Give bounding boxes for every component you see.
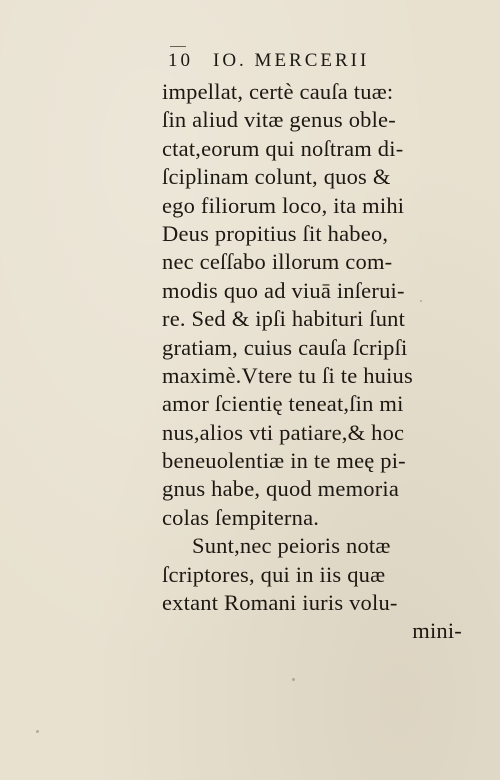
body-text xyxy=(162,78,472,646)
text-line: Deus propitius ſit habeo, xyxy=(162,220,389,246)
text-line: colas ſempiterna. xyxy=(162,504,320,530)
running-head xyxy=(168,50,468,76)
text-line: amor ſcientię teneat,ſin mi xyxy=(162,391,404,417)
paragraph-start-line: Sunt,nec peioris notæ xyxy=(192,533,391,559)
text-line: maximè.Vtere tu ſi te huius xyxy=(162,362,413,388)
text-line: nec ceſſabo illorum com- xyxy=(162,249,393,275)
text-line: beneuolentiæ in te meę pi- xyxy=(162,448,406,474)
text-line: gnus habe, quod memoria xyxy=(162,476,400,502)
header-rule xyxy=(170,46,186,47)
catchword: mini- xyxy=(412,618,462,644)
text-line: ſciplinam colunt, quos & xyxy=(162,164,391,190)
text-line: extant Romani iuris volu- xyxy=(162,590,398,616)
text-line: re. Sed & ipſi habituri ſunt xyxy=(162,306,406,332)
text-line: ctat,eorum qui noſtram di- xyxy=(162,135,404,161)
running-head-title: IO. MERCERII xyxy=(213,50,370,71)
paper-speck xyxy=(292,678,295,681)
text-line: ſcriptores, qui in iis quæ xyxy=(162,561,386,587)
text-line: gratiam, cuius cauſa ſcripſi xyxy=(162,334,408,360)
page-number: 10 xyxy=(168,50,193,71)
paper-speck xyxy=(36,730,39,733)
text-line: ego filiorum loco, ita mihi xyxy=(162,192,405,218)
text-line: impellat, certè cauſa tuæ: xyxy=(162,79,394,104)
text-line: nus,alios vti patiare,& hoc xyxy=(162,419,405,445)
paper-speck xyxy=(420,300,422,302)
text-line: modis quo ad viuā inſerui- xyxy=(162,277,405,303)
text-line: ſin aliud vitæ genus oble- xyxy=(162,107,396,133)
